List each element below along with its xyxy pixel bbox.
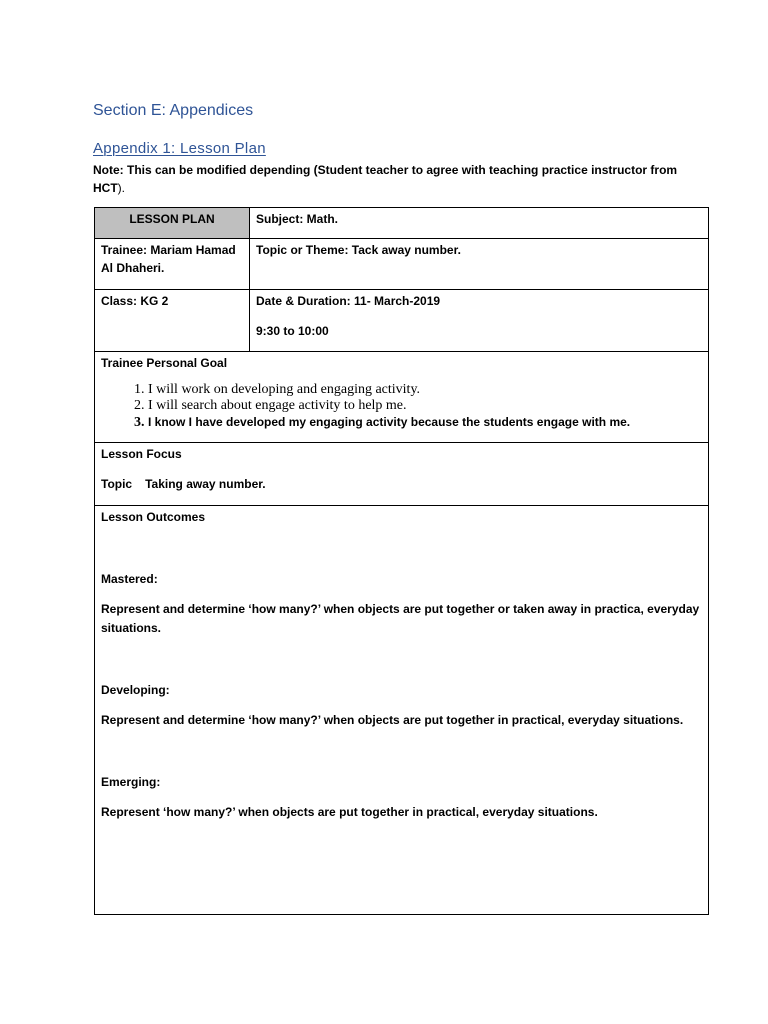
list-item: 1. I will work on developing and engaging activity. xyxy=(148,382,702,398)
appendix-title: Appendix 1: Lesson Plan xyxy=(93,140,266,157)
date-duration-cell xyxy=(250,290,709,352)
list-item: 3. I know I have developed my engaging activity because the students engage with me. xyxy=(148,414,702,430)
trainee-line-2: Al Dhaheri. xyxy=(101,261,165,275)
note-paragraph xyxy=(93,161,693,197)
lesson-outcomes-cell xyxy=(95,506,709,915)
class-cell: Class: KG 2 xyxy=(95,290,250,352)
table-row xyxy=(95,352,709,443)
time-range: 9:30 to 10:00 xyxy=(256,324,329,338)
subject-cell: Subject: Math. xyxy=(250,208,709,239)
section-title: Section E: Appendices xyxy=(93,102,254,119)
table-row xyxy=(95,239,709,290)
date-duration: Date & Duration: 11- March-2019 xyxy=(256,294,441,308)
table-row xyxy=(95,443,709,506)
mastered-label: Mastered: xyxy=(101,572,158,586)
lesson-focus-cell xyxy=(95,443,709,506)
lesson-plan-table xyxy=(94,207,709,915)
trainee-line-1: Trainee: Mariam Hamad xyxy=(101,243,236,257)
lesson-plan-header: LESSON PLAN xyxy=(95,208,250,239)
focus-topic xyxy=(101,475,702,493)
list-item: 2. I will search about engage activity to help me. xyxy=(148,398,702,414)
trainee-cell xyxy=(95,239,250,290)
table-row xyxy=(95,290,709,352)
table-row xyxy=(95,208,709,239)
goal-heading: Trainee Personal Goal xyxy=(101,356,228,370)
developing-text: Represent and determine ‘how many?’ when objects are put together in practical, everyday situations. xyxy=(101,713,684,727)
focus-topic-label: Topic xyxy=(101,477,133,491)
emerging-text: Represent ‘how many?’ when objects are put together in practical, everyday situations. xyxy=(101,805,598,819)
topic-theme-cell: Topic or Theme: Tack away number. xyxy=(250,239,709,290)
developing-label: Developing: xyxy=(101,683,170,697)
goal-list xyxy=(101,382,702,430)
note-closing: ). xyxy=(117,181,126,195)
personal-goal-cell xyxy=(95,352,709,443)
table-row xyxy=(95,506,709,915)
emerging-label: Emerging: xyxy=(101,775,161,789)
outcomes-heading: Lesson Outcomes xyxy=(101,510,206,524)
focus-heading: Lesson Focus xyxy=(101,447,182,461)
note-text: Note: This can be modified depending (Student teacher to agree with teaching practice instructor from HCT xyxy=(93,163,678,195)
mastered-text: Represent and determine ‘how many?’ when objects are put together or taken away in practica, everyday situations. xyxy=(101,602,700,635)
focus-topic-value: Taking away number. xyxy=(145,477,266,491)
